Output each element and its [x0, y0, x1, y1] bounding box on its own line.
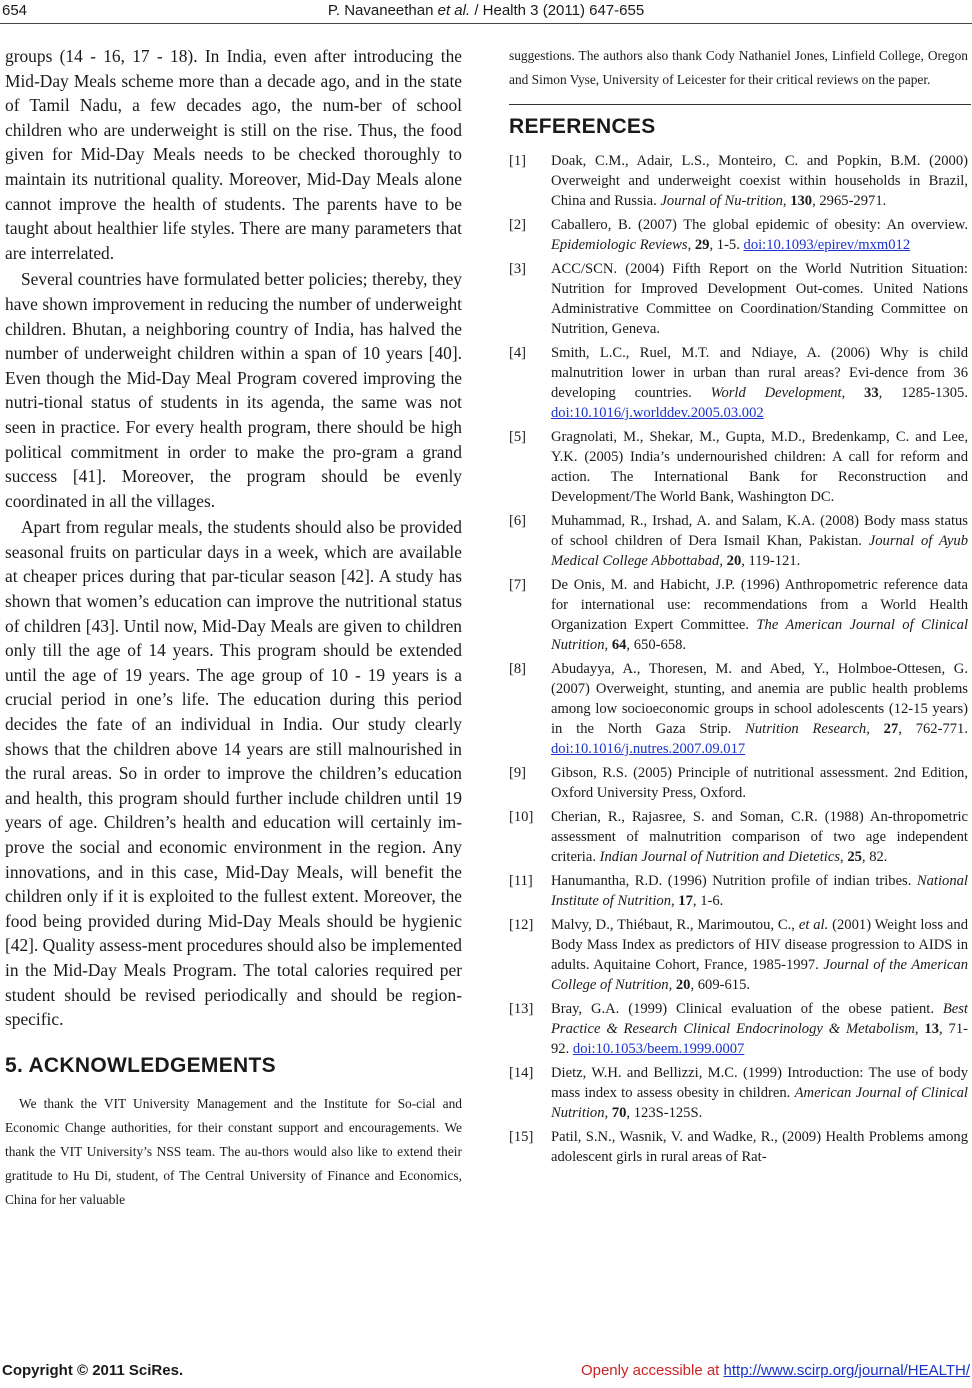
reference-number: [2]: [509, 217, 527, 234]
reference-volume: 70: [611, 1105, 627, 1122]
reference-item: [509, 915, 968, 995]
reference-journal: Indian Journal of Nutrition and Dietetics: [599, 849, 841, 866]
reference-number: [11]: [509, 873, 533, 890]
reference-item: [509, 999, 968, 1059]
running-title-rest: / Health 3 (2011) 647-655: [470, 2, 645, 19]
body-paragraph-1: groups (14 - 16, 17 - 18). In India, even after introducing the Mid-Day Meals scheme more than a decade ago, and in the state of Tamil Nadu, a few decades ago, the num-ber of school children who are underweight is still on the rise. Thus, the food given for Mid-Day Meals needs to be checked thoroughly to maintain its nutritional quality. Moreover, Mid-Day Meals alone cannot improve the health of students. The parents have to be taught about healthier life styles. There are many parameters that are interrelated.: [5, 46, 462, 263]
reference-number: [1]: [509, 153, 527, 170]
reference-number: [7]: [509, 577, 527, 594]
page-footer: [0, 1362, 972, 1386]
reference-volume: 25: [847, 849, 862, 866]
reference-journal: National Institute of Nutrition: [551, 873, 968, 910]
reference-text: Gragnolati, M., Shekar, M., Gupta, M.D., Bredenkamp, C. and Lee, Y.K. (2005) India’s undernourished children: A call for reform and action. The International Bank for Reconstruction and Development/The World Bank, Washington DC.: [551, 429, 968, 506]
open-access-notice: [581, 1362, 970, 1379]
reference-number: [4]: [509, 345, 527, 362]
reference-volume: 13: [924, 1021, 940, 1038]
reference-volume: 20: [726, 553, 742, 570]
reference-item: [509, 511, 968, 571]
reference-separator: (2001) Weight loss and Body Mass Index as predictors of HIV disease progression to AIDS in adults. Aquitaine Cohort, France, 1985-1997.: [551, 917, 968, 974]
reference-item: [509, 343, 968, 423]
reference-pages: , 1-6.: [692, 893, 724, 910]
reference-number: [5]: [509, 429, 527, 446]
reference-text: Bray, G.A. (1999) Clinical evaluation of the obese patient.: [551, 1001, 943, 1018]
reference-text: Dietz, W.H. and Bellizzi, M.C. (1999) Introduction: The use of body mass index to assess obesity in children.: [551, 1065, 968, 1102]
reference-number: [6]: [509, 513, 527, 530]
body-paragraph-2: Several countries have formulated better policies; thereby, they have shown improvement in reducing the number of underweight children. Bhutan, a neighboring country of India, has halved the number of underweight children within a span of 10 years [40]. Even though the Mid-Day Meal Program covered improving the nutri-tional status of students in its agenda, the same was not seen in practice. For every health program, there should be high political commitment in order to make the pro-gram a grand success [41]. Moreover, the program should be evenly coordinated in all the villages.: [5, 269, 462, 511]
reference-separator: ,: [866, 721, 884, 738]
reference-journal: American Journal of Clinical Nutrition: [551, 1085, 968, 1122]
reference-text: ACC/SCN. (2004) Fifth Report on the World Nutrition Situation: Nutrition for Improved Development Out-comes. United Nations Administrative Committee on Coordination/Standing Committee on Nutrition, Geneva.: [551, 261, 968, 338]
reference-text: Caballero, B. (2007) The global epidemic of obesity: An overview.: [551, 217, 968, 234]
references-heading: REFERENCES: [509, 115, 656, 139]
reference-pages: , 82.: [861, 849, 888, 866]
reference-separator: ,: [840, 849, 848, 866]
reference-item: [509, 763, 968, 803]
reference-item: [509, 259, 968, 339]
reference-volume: 17: [678, 893, 693, 910]
reference-separator: ,: [782, 193, 791, 210]
reference-text: Hanumantha, R.D. (1996) Nutrition profile of indian tribes.: [551, 873, 917, 890]
reference-journal: Journal of the American College of Nutrition: [551, 957, 968, 994]
reference-journal: World Development: [710, 385, 842, 402]
reference-pages: , 650-658.: [626, 637, 687, 654]
header-rule: [0, 23, 972, 24]
reference-pages: , 119-121.: [741, 553, 801, 570]
acknowledgements-heading: 5. ACKNOWLEDGEMENTS: [5, 1053, 276, 1077]
reference-journal: The American Journal of Clinical Nutrition: [551, 617, 969, 654]
reference-text: De Onis, M. and Habicht, J.P. (1996) Anthropometric reference data for international use: recommendations from a World Health Organization Expert Committee.: [551, 577, 968, 634]
reference-item: [509, 871, 968, 911]
reference-number: [8]: [509, 661, 527, 678]
reference-number: [13]: [509, 1001, 534, 1018]
copyright-notice: Copyright © 2011 SciRes.: [2, 1362, 184, 1379]
reference-number: [10]: [509, 809, 534, 826]
references-list: [509, 151, 968, 1167]
reference-pages: , 762-771.: [898, 721, 968, 738]
reference-journal: Epidemiologic Reviews: [551, 237, 688, 254]
reference-number: [14]: [509, 1065, 534, 1082]
reference-item: [509, 575, 968, 655]
journal-url-link[interactable]: http://www.scirp.org/journal/HEALTH/: [723, 1362, 970, 1379]
reference-journal: Journal of Nu-trition: [660, 193, 783, 210]
reference-volume: 29: [694, 237, 710, 254]
reference-journal: Best Practice & Research Clinical Endocrinology & Metabolism: [551, 1001, 968, 1038]
reference-item: [509, 1063, 968, 1123]
reference-text: Muhammad, R., Irshad, A. and Salam, K.A. (2008) Body mass status of school children of Dera Ismail Khan, Pakistan.: [551, 513, 968, 550]
reference-number: [3]: [509, 261, 527, 278]
reference-item: [509, 215, 968, 255]
reference-volume: 64: [611, 637, 627, 654]
reference-journal: Journal of Ayub Medical College Abbottabad: [551, 533, 968, 570]
reference-pages: , 2965-2971.: [812, 193, 887, 210]
reference-doi-link[interactable]: doi:10.1093/epirev/mxm012: [743, 237, 911, 254]
reference-item: [509, 1127, 968, 1167]
reference-item: [509, 807, 968, 867]
page-number: 654: [2, 2, 28, 19]
running-title: [0, 2, 972, 19]
acknowledgements-continued: suggestions. The authors also thank Cody Nathaniel Jones, Linfield College, Oregon and Simon Vyse, University of Leicester for their critical reviews on the paper.: [509, 48, 968, 88]
reference-doi-link[interactable]: doi:10.1016/j.worlddev.2005.03.002: [551, 405, 764, 422]
reference-text: Gibson, R.S. (2005) Principle of nutritional assessment. 2nd Edition, Oxford University Press, Oxford.: [551, 765, 968, 802]
reference-separator: ,: [841, 385, 865, 402]
reference-pages: , 1285-1305.: [878, 385, 968, 402]
reference-volume: 20: [675, 977, 691, 994]
right-column: [509, 44, 968, 1171]
acknowledgements-text: We thank the VIT University Management and the Institute for So-cial and Economic Change authorities, for their constant support and encouragements. We thank the VIT University’s NSS team. The au-thors would also like to extend their gratitude to Hu Di, student, of The Central University of Finance and Economics, China for her valuable: [5, 1095, 462, 1208]
reference-number: [12]: [509, 917, 534, 934]
reference-text: Smith, L.C., Ruel, M.T. and Ndiaye, A. (2006) Why is child malnutrition lower in urban than rural areas? Evi-dence from 36 developing countries.: [551, 345, 968, 402]
reference-journal: Nutrition Research: [745, 721, 867, 738]
reference-volume: 33: [864, 385, 879, 402]
reference-journal: et al.: [798, 917, 829, 934]
reference-volume: 27: [883, 721, 899, 738]
reference-separator: ,: [719, 553, 727, 570]
page-header: [0, 0, 972, 28]
reference-item: [509, 427, 968, 507]
running-title-etal: et al.: [437, 2, 471, 19]
reference-separator: ,: [604, 1105, 612, 1122]
reference-pages: , 71-92.: [551, 1021, 969, 1058]
reference-pages: , 123S-125S.: [626, 1105, 703, 1122]
left-column: [5, 44, 462, 1212]
reference-separator: ,: [914, 1021, 925, 1038]
reference-separator: ,: [604, 637, 612, 654]
reference-doi-link[interactable]: doi:10.1016/j.nutres.2007.09.017: [551, 741, 746, 758]
reference-separator: ,: [668, 977, 676, 994]
open-access-prefix: Openly accessible at: [580, 1362, 724, 1379]
reference-volume: 130: [790, 193, 813, 210]
reference-item: [509, 151, 968, 211]
reference-text: Malvy, D., Thiébaut, R., Marimoutou, C.,: [551, 917, 799, 934]
reference-separator: ,: [671, 893, 679, 910]
reference-text: Doak, C.M., Adair, L.S., Monteiro, C. and Popkin, B.M. (2000) Overweight and underweight coexist within households in Brazil, China and Russia.: [551, 153, 968, 210]
body-paragraph-3: Apart from regular meals, the students should also be provided seasonal fruits on particular days in a week, which are available at cheaper prices during that par-ticular season [42]. A study has shown that women’s education can improve the nutritional status of children [43]. Until now, Mid-Day Meals are given to children only till the age of 14 years. This program should be extended until the age of 19 years. The age group of 10 - 19 years is a crucial period in one’s life. The education during this period decides the fate of an individual in India. Our study clearly shows that the children above 14 years are still malnourished in the rural areas. So in order to improve the children’s education and health, this program should further include children until 19 years of age. Children’s health and education will certainly im-prove the social and economic environment in the region. Any innovations, and in this case, Mid-Day Meals, will benefit the children only if it is exploited to the fullest extent. Moreover, the food being provided during Mid-Day Meals should be hygienic [42]. Quality assess-ment procedures should also be implemented in the Mid-Day Meals Program. The total calories required per student should be revised periodically and should be region-specific.: [5, 517, 462, 1030]
reference-number: [15]: [509, 1129, 534, 1146]
reference-text: Abudayya, A., Thoresen, M. and Abed, Y., Holmboe-Ottesen, G. (2007) Overweight, stunting, and anemia are public health problems among low socioeconomic groups in school adolescents (12-15 years) in the North Gaza Strip.: [551, 661, 968, 738]
reference-text: Patil, S.N., Wasnik, V. and Wadke, R., (2009) Health Problems among adolescent girls in rural areas of Rat-: [551, 1129, 968, 1166]
reference-separator: ,: [687, 237, 695, 254]
reference-item: [509, 659, 968, 759]
reference-number: [9]: [509, 765, 527, 782]
section-rule: [509, 104, 971, 105]
reference-text: Cherian, R., Rajasree, S. and Soman, C.R. (1988) An-thropometric assessment of malnutrition comparison of two age independent criteria.: [551, 809, 968, 866]
running-title-author: P. Navaneethan: [327, 2, 438, 19]
reference-pages: , 609-615.: [690, 977, 751, 994]
reference-pages: , 1-5.: [709, 237, 744, 254]
reference-doi-link[interactable]: doi:10.1053/beem.1999.0007: [572, 1041, 745, 1058]
